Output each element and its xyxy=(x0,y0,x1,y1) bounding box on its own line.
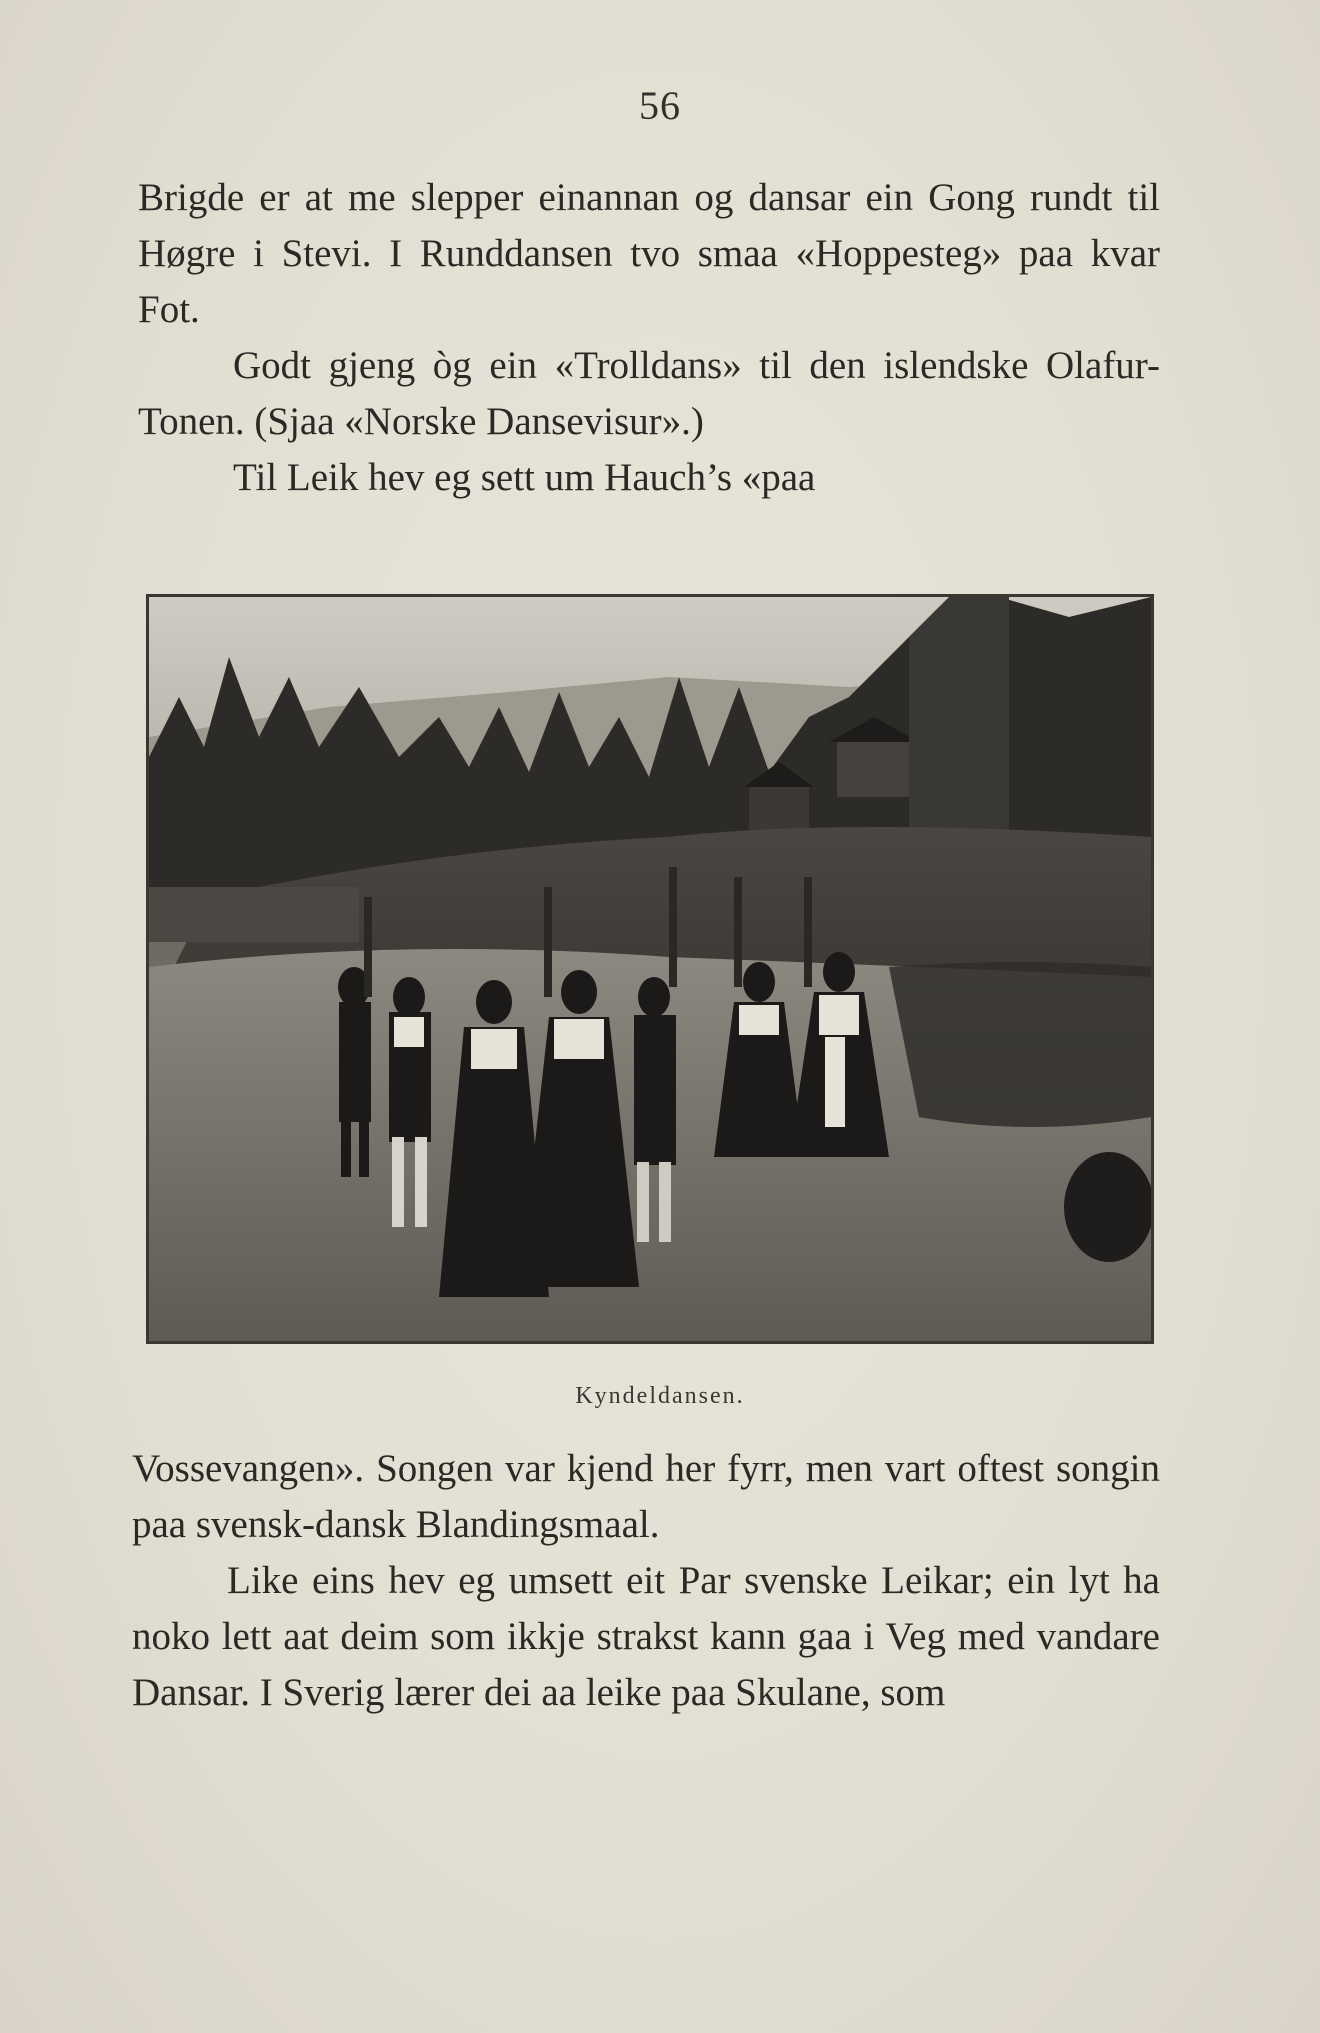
top-text-block xyxy=(138,170,1160,506)
bottom-text-block xyxy=(132,1441,1160,1721)
figure-caption: Kyndeldansen. xyxy=(575,1383,745,1409)
paragraph: Brigde er at me slepper einannan og dansar ein Gong rundt til Høgre i Stevi. I Runddansen tvo smaa «Hoppesteg» paa kvar Fot. xyxy=(138,176,1160,331)
paragraph: Vossevangen». Songen var kjend her fyrr, men vart oftest songin paa svensk-dansk Blandingsmaal. xyxy=(132,1447,1160,1546)
photograph-image xyxy=(149,597,1151,1341)
page-number: 56 xyxy=(639,83,681,128)
paragraph: Like eins hev eg umsett eit Par svenske Leikar; ein lyt ha noko lett aat deim som ikkje strakst kann gaa i Veg med vandare Dansar. I Sverig lærer dei aa leike paa Skulane, som xyxy=(132,1559,1160,1714)
paragraph: Godt gjeng òg ein «Trolldans» til den islendske Olafur-Tonen. (Sjaa «Norske Dansevisur».) xyxy=(138,344,1160,443)
paragraph: Til Leik hev eg sett um Hauch’s «paa xyxy=(233,456,816,499)
photograph xyxy=(146,594,1154,1344)
